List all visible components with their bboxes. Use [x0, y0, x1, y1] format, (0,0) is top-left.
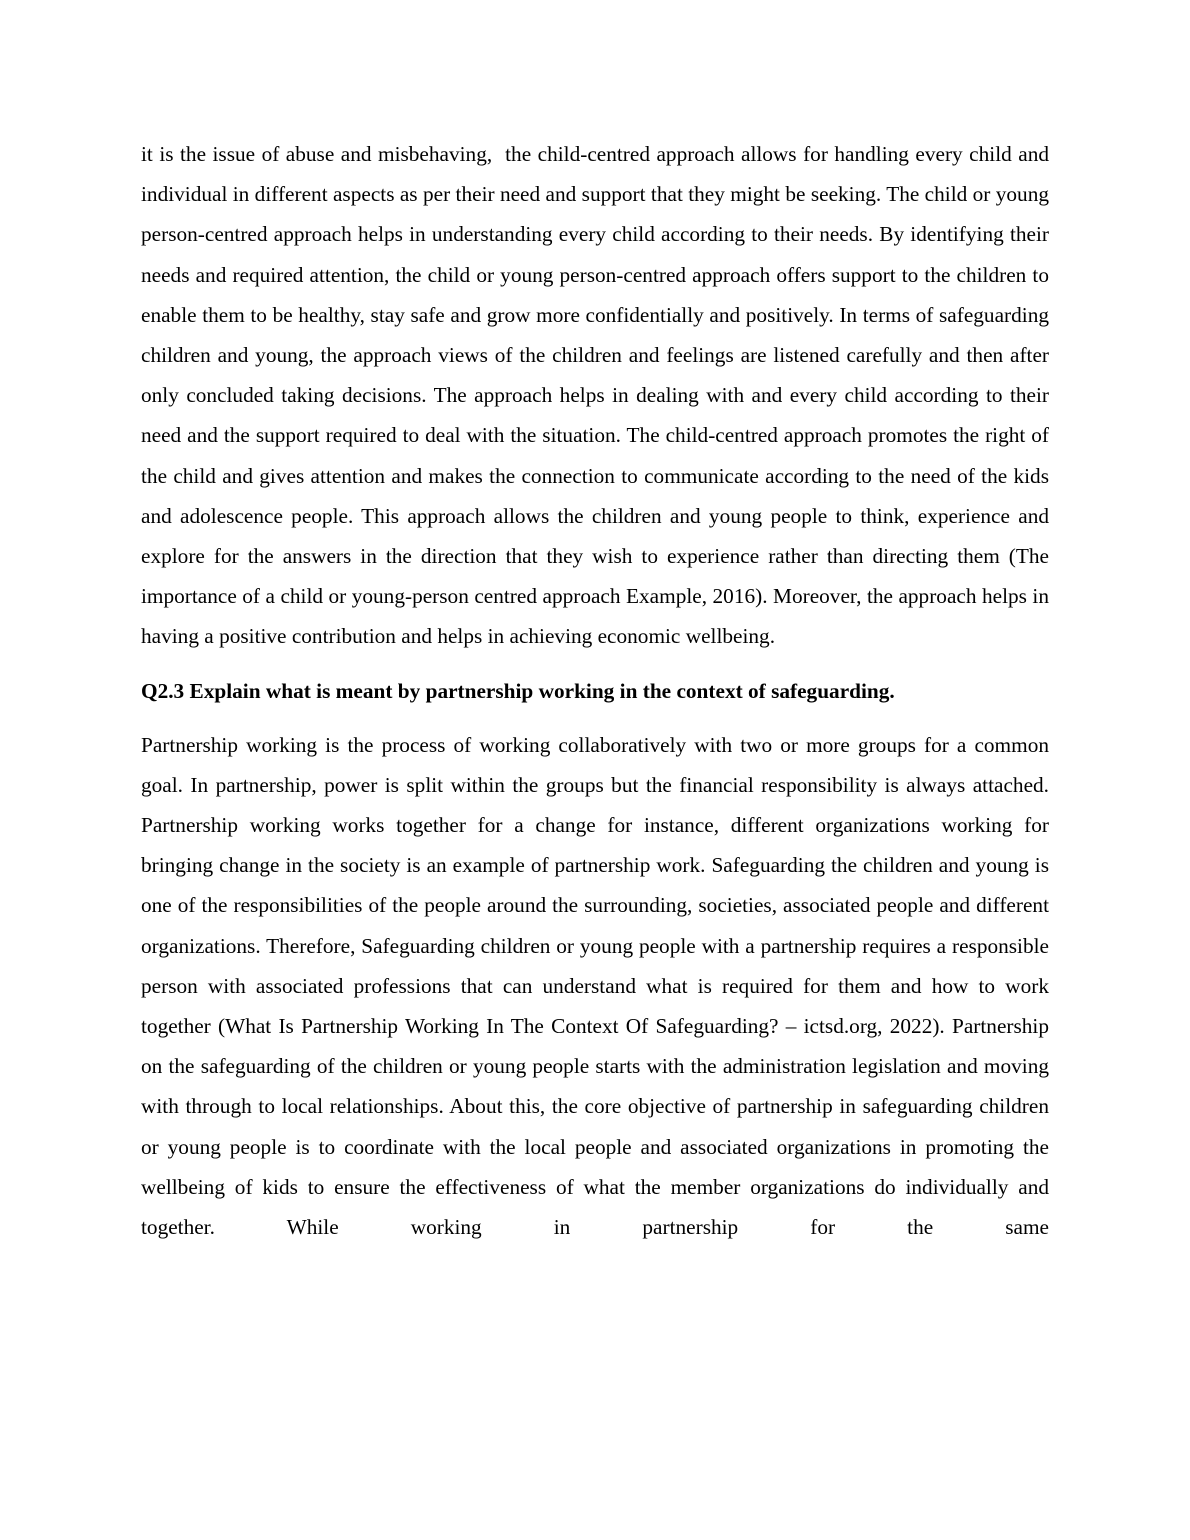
paragraph-child-centred-approach: it is the issue of abuse and misbehaving, the child-centred approach allows for handling every child and individual in different aspects as per their need and support that they might be seeking. The child or young person-centred approach helps in understanding every child according to their needs. By identifying their needs and required attention, the child or young person-centred approach offers support to the children to enable them to be healthy, stay safe and grow more confidentially and positively. In terms of safeguarding children and young, the approach views of the children and feelings are listened carefully and then after only concluded taking decisions. The approach helps in dealing with and every child according to their need and the support required to deal with the situation. The child-centred approach promotes the right of the child and gives attention and makes the connection to communicate according to the need of the kids and adolescence people. This approach allows the children and young people to think, experience and explore for the answers in the direction that they wish to experience rather than directing them (The importance of a child or young-person centred approach Example, 2016). Moreover, the approach helps in having a positive contribution and helps in achieving economic wellbeing. [141, 142, 1055, 649]
paragraph-partnership-working: Partnership working is the process of working collaboratively with two or more groups for a common goal. In partnership, power is split within the groups but the financial responsibility is always attached. Partnership working works together for a change for instance, different organizations working for bringing change in the society is an example of partnership work. Safeguarding the children and young is one of the responsibilities of the people around the surrounding, societies, associated people and different organizations. Therefore, Safeguarding children or young people with a partnership requires a responsible person with associated professions that can understand what is required for them and how to work together (What Is Partnership Working In The Context Of Safeguarding? – ictsd.org, 2022). Partnership on the safeguarding of the children or young people starts with the administration legislation and moving with through to local relationships. About this, the core objective of partnership in safeguarding children or young people is to coordinate with the local people and associated organizations in promoting the wellbeing of kids to ensure the effectiveness of what the member organizations do individually and together. While working in partnership for the same [141, 732, 1055, 1240]
document-body [141, 134, 1055, 1247]
section-heading-q2-3: Q2.3 Explain what is meant by partnership working in the context of safeguarding. [141, 678, 895, 703]
